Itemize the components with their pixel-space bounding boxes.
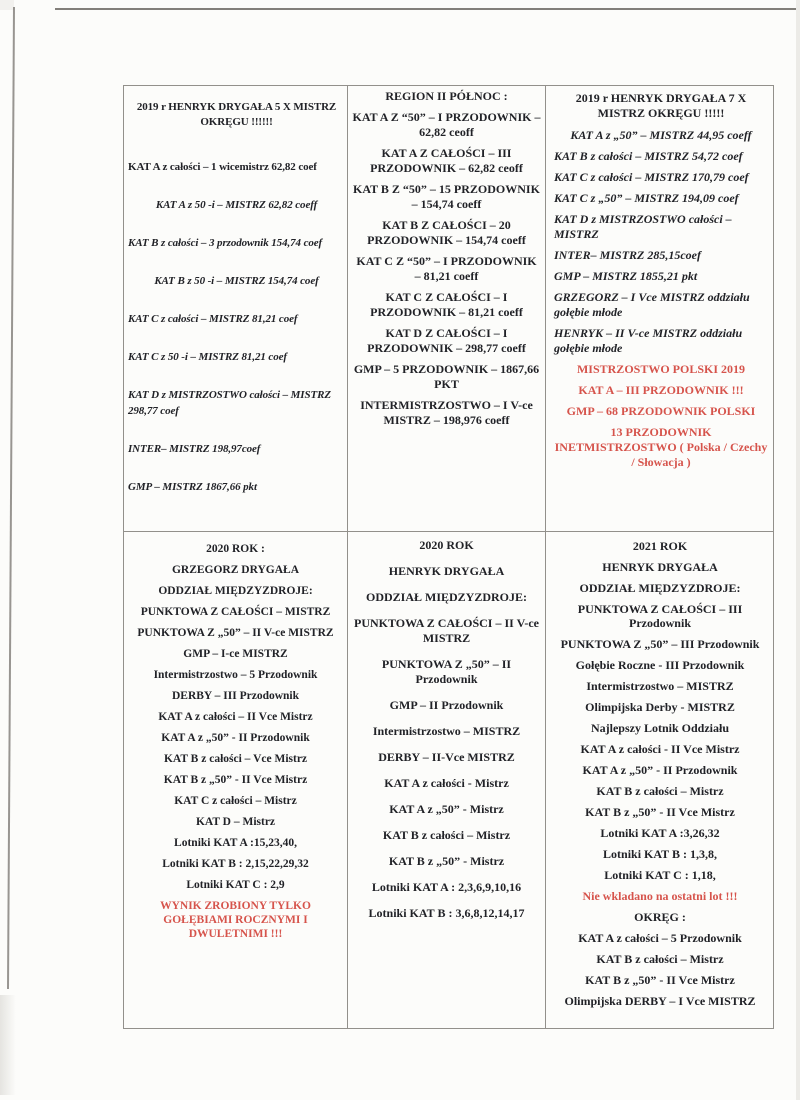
achievement-line: KAT B z całości – Mistrz [596,952,724,966]
achievement-line: PUNKTOWA Z „50” – II V-ce MISTRZ [137,627,334,639]
achievement-line: KAT B z całości – MISTRZ 54,72 coef [554,149,743,163]
scan-corner-artifact [0,0,14,10]
table-cell-2020-grzegorz [123,531,347,1029]
achievement-line: KAT A Z CAŁOŚCI – III PRZODOWNIK – 62,82 ceoff [370,146,523,175]
achievement-line: KAT D – Mistrz [195,816,276,828]
achievement-line: PUNKTOWA Z „50” – III Przodownik [560,637,760,651]
achievement-line: Lotniki KAT A :3,26,32 [600,826,720,840]
achievement-line: Lotniki KAT B : 2,15,22,29,32 [162,858,309,870]
achievement-line: KAT A Z “50” – I PRZODOWNIK – 62,82 ceoff [352,110,541,139]
achievement-line: Nie wkladano na ostatni lot !!! [582,889,738,903]
achievement-line: KAT A z „50” - II Przodownik [582,763,738,777]
achievement-line: KAT A z „50” - Mistrz [389,802,504,816]
achievement-line: PUNKTOWA Z CAŁOŚCI – MISTRZ [140,606,331,618]
achievement-line: KAT D z MISTRZOSTWO całości – MISTRZ 298,77 coef [128,389,331,417]
achievement-line: KAT A z całości - II Vce Mistrz [580,742,740,756]
achievement-line: PUNKTOWA Z CAŁOŚCI – III Przodownik [577,602,743,630]
achievement-line: Lotniki KAT A :15,23,40, [174,837,297,849]
achievement-line: KAT A z 50 -i – MISTRZ 62,82 coeff [155,199,318,211]
achievement-line: KAT A – III PRZODOWNIK !!! [578,383,744,397]
achievement-line: KAT B z „50” - II Vce Mistrz [585,805,735,819]
achievement-line: KAT B z „50” - II Vce Mistrz [163,774,308,786]
table-cell-2021-henryk [545,531,774,1029]
achievement-line: KAT D z MISTRZOSTWO całości – MISTRZ [554,212,732,241]
achievement-line: ODDZIAŁ MIĘDZYZDROJE: [158,585,313,597]
achievement-line: 2020 ROK : [206,543,265,555]
achievement-line: ODDZIAŁ MIĘDZYZDROJE: [365,590,527,604]
achievement-line: 2019 r HENRYK DRYGAŁA 7 X MISTRZ OKRĘGU !!!!! [575,91,747,120]
achievement-line: INTERMISTRZOSTWO – I V-ce MISTRZ – 198,976 coeff [360,398,533,427]
achievement-line: KAT B z „50” - II Vce Mistrz [585,973,735,987]
achievement-line: HENRYK DRYGAŁA [602,560,718,574]
achievement-line: KAT C z 50 -i – MISTRZ 81,21 coef [128,351,287,363]
achievement-line: 2020 ROK [419,538,474,552]
achievement-line: Najlepszy Lotnik Oddziału [590,721,730,735]
table-cell-2019-7x-mistrz [545,85,774,531]
achievement-line: KAT C z całości – Mistrz [174,795,297,807]
achievement-line: KAT C z całości – MISTRZ 170,79 coef [554,170,749,184]
results-table [123,85,774,1029]
achievement-line: GMP – MISTRZ 1855,21 pkt [554,269,698,283]
achievement-line: PUNKTOWA Z CAŁOŚCI – II V-ce MISTRZ [353,616,540,645]
achievement-line: OKRĘG : [634,910,686,924]
achievement-line: Olimpijska DERBY – I Vce MISTRZ [564,994,756,1008]
achievement-line: HENRYK DRYGAŁA [388,564,505,578]
achievement-line: GMP – I-ce MISTRZ [183,648,288,660]
achievement-line: GMP – 68 PRZODOWNIK POLSKI [566,404,756,418]
achievement-line: KAT C Z “50” – I PRZODOWNIK – 81,21 coeff [356,254,537,283]
achievement-line: KAT B Z CAŁOŚCI – 20 PRZODOWNIK – 154,74 coeff [367,218,526,247]
achievement-line: GRZEGORZ – I Vce MISTRZ oddziału gołębie młode [554,290,750,319]
achievement-line: ODDZIAŁ MIĘDZYZDROJE: [579,581,741,595]
achievement-line: 2019 r HENRYK DRYGAŁA 5 X MISTRZ OKRĘGU !!!!!! [136,101,337,128]
scan-smudge [0,995,16,1095]
achievement-line: KAT B Z “50” – 15 PRZODOWNIK – 154,74 coeff [353,182,540,211]
achievement-line: GMP – II Przodownik [389,698,504,712]
achievement-line: Intermistrzostwo – MISTRZ [372,724,521,738]
achievement-line: KAT A z całości - Mistrz [384,776,509,790]
achievement-line: KAT A z całości – 1 wicemistrz 62,82 coef [128,161,317,173]
achievement-line: KAT B z „50” - Mistrz [388,854,505,868]
achievement-line: Intermistrzostwo – 5 Przodownik [153,669,318,681]
table-cell-2020-henryk [347,531,545,1029]
achievement-line: DERBY – III Przodownik [171,690,300,702]
achievement-line: KAT B z całości – Mistrz [382,828,511,842]
table-cell-2019-5x-mistrz [123,85,347,531]
achievement-line: INTER– MISTRZ 285,15coef [554,248,701,262]
achievement-line: Lotniki KAT B : 3,6,8,12,14,17 [368,906,525,920]
achievement-line: KAT B z całości – Vce Mistrz [163,753,308,765]
achievement-line: KAT D Z CAŁOŚCI – I PRZODOWNIK – 298,77 coeff [367,326,526,355]
achievement-line: Gołębie Roczne - III Przodownik [575,658,745,672]
achievement-line: WYNIK ZROBIONY TYLKO GOŁĘBIAMI ROCZNYMI I DWULETNIMI !!! [160,900,311,940]
achievement-line: PUNKTOWA Z „50” – II Przodownik [381,657,512,686]
achievement-line: KAT C Z CAŁOŚCI – I PRZODOWNIK – 81,21 coeff [370,290,523,319]
achievement-line: Olimpijska Derby - MISTRZ [585,700,735,714]
achievement-line: KAT A z „50” – MISTRZ 44,95 coeff [570,128,752,142]
achievement-line: Lotniki KAT A : 2,3,6,9,10,16 [371,880,522,894]
achievement-line: KAT C z całości – MISTRZ 81,21 coef [128,313,298,325]
achievement-line: INTER– MISTRZ 198,97coef [128,443,261,455]
scan-edge-right [796,0,800,1100]
scan-edge-top [55,8,800,10]
achievement-line: Lotniki KAT C : 1,18, [604,868,716,882]
achievement-line: Lotniki KAT B : 1,3,8, [603,847,717,861]
achievement-line: REGION II PÓŁNOC : [385,89,508,103]
achievement-line: 2021 ROK [632,539,688,553]
achievement-line: Intermistrzostwo – MISTRZ [586,679,734,693]
achievement-line: GRZEGORZ DRYGAŁA [171,564,300,576]
achievement-line: KAT A z „50” - II Przodownik [161,732,310,744]
achievement-line: GMP – MISTRZ 1867,66 pkt [128,481,257,493]
scan-edge-left [7,7,15,989]
achievement-line: GMP – 5 PRZODOWNIK – 1867,66 PKT [353,362,540,391]
table-cell-region-ii-polnoc [347,85,545,531]
achievement-line: KAT A z całości – II Vce Mistrz [158,711,313,723]
achievement-line: KAT A z całości – 5 Przodownik [578,931,742,945]
achievement-line: KAT B z całości – 3 przodownik 154,74 coef [128,237,323,249]
achievement-line: KAT C z „50” – MISTRZ 194,09 coef [554,191,739,205]
achievement-line: DERBY – II-Vce MISTRZ [378,750,515,764]
achievement-line: 13 PRZODOWNIK INETMISTRZOSTWO ( Polska / Czechy / Słowacja ) [554,425,768,469]
achievement-line: KAT B z 50 -i – MISTRZ 154,74 coef [154,275,319,287]
achievement-line: KAT B z całości – Mistrz [596,784,724,798]
achievement-line: MISTRZOSTWO POLSKI 2019 [576,362,746,376]
achievement-line: HENRYK – II V-ce MISTRZ oddziału gołębie młode [554,326,743,355]
achievement-line: Lotniki KAT C : 2,9 [186,879,285,891]
